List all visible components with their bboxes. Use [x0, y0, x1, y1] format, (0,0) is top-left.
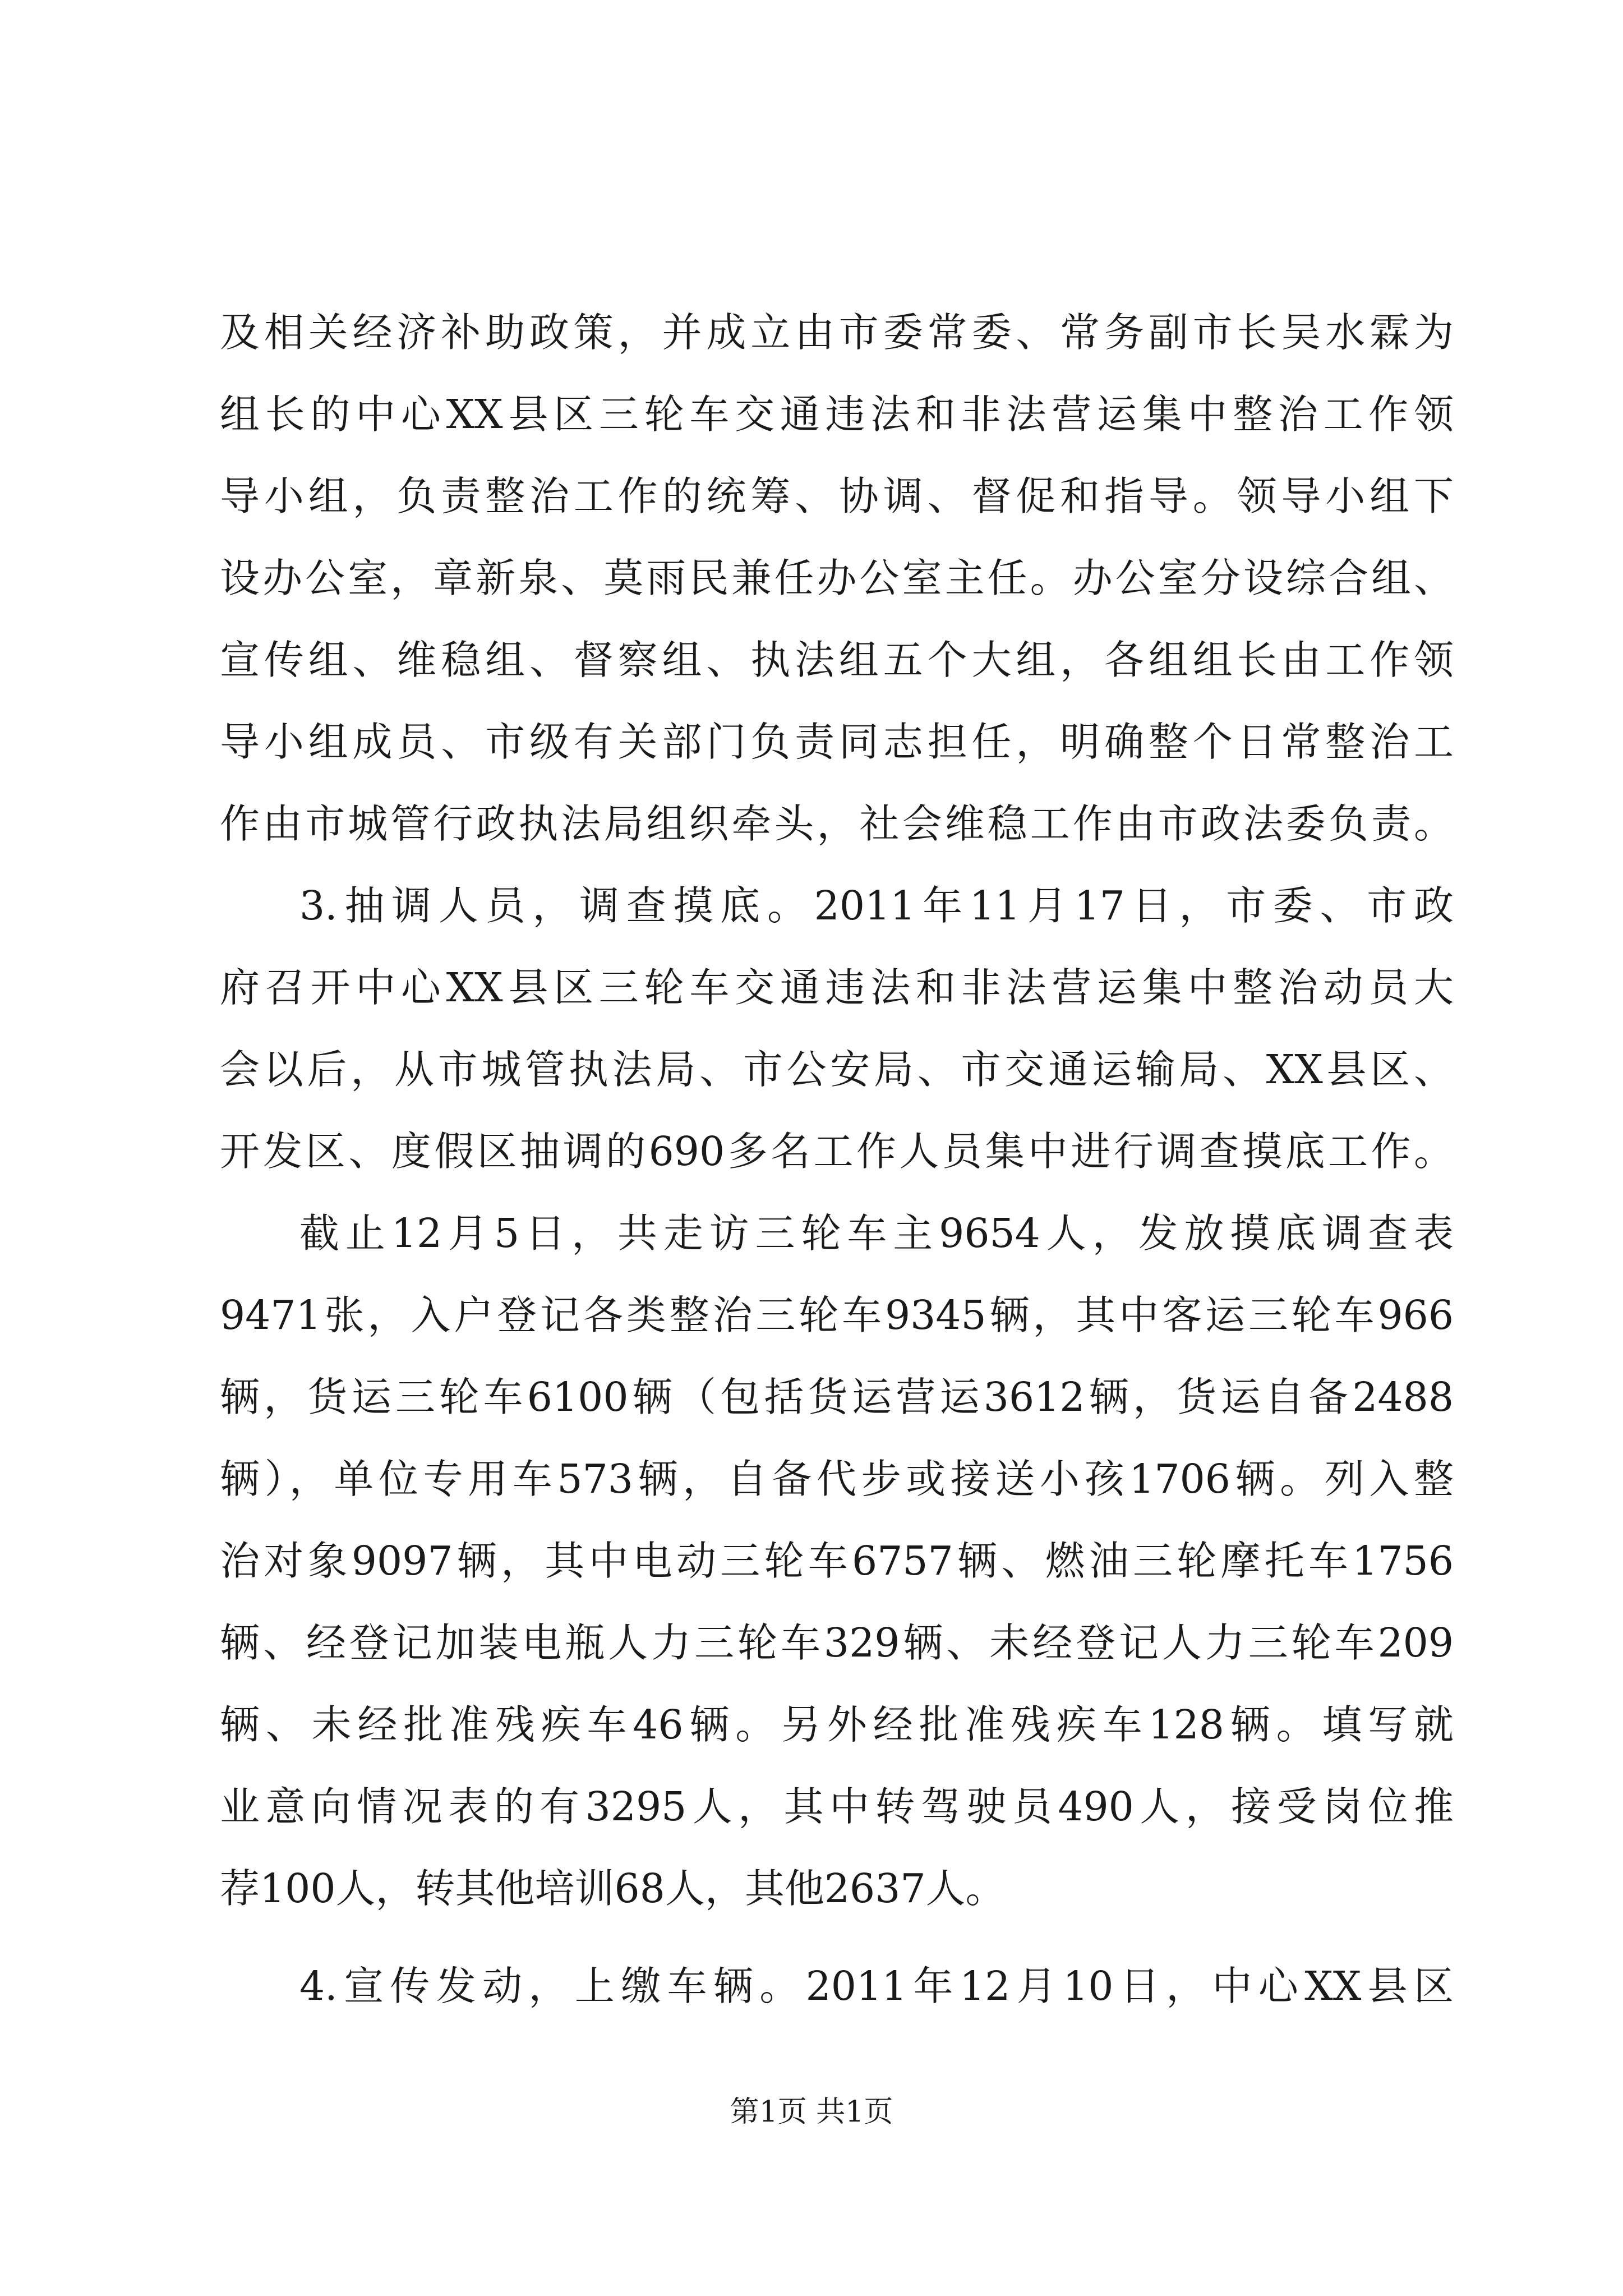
- text-line: 3.抽调人员，调查摸底。2011年11月17日，市委、市政: [299, 882, 1454, 929]
- paragraph-4: [220, 1945, 1454, 2027]
- text-line: 宣传组、维稳组、督察组、执法组五个大组，各组组长由工作领: [220, 637, 1454, 683]
- page-footer: [0, 2092, 1623, 2132]
- text-line: 及相关经济补助政策，并成立由市委常委、常务副市长吴水霖为: [220, 309, 1454, 356]
- text-line: 作由市城管行政执法局组织牵头，社会维稳工作由市政法委负责。: [220, 800, 1454, 847]
- paragraph-1: [220, 292, 1454, 865]
- document-body: [220, 292, 1454, 2027]
- text-line: 开发区、度假区抽调的690多名工作人员集中进行调查摸底工作。: [220, 1128, 1454, 1175]
- text-line: 导小组，负责整治工作的统筹、协调、督促和指导。领导小组下: [220, 473, 1454, 519]
- text-line: 辆），单位专用车573辆，自备代步或接送小孩1706辆。列入整: [220, 1456, 1454, 1502]
- text-line: 9471张，入户登记各类整治三轮车9345辆，其中客运三轮车966: [220, 1292, 1454, 1338]
- paragraph-2: [220, 865, 1454, 1193]
- text-line: 截止12月5日，共走访三轮车主9654人，发放摸底调查表: [299, 1210, 1454, 1257]
- text-line: 设办公室，章新泉、莫雨民兼任办公室主任。办公室分设综合组、: [220, 555, 1454, 601]
- paragraph-gap: [220, 1930, 1454, 1945]
- text-line: 辆、经登记加装电瓶人力三轮车329辆、未经登记人力三轮车209: [220, 1619, 1454, 1666]
- text-line: 治对象9097辆，其中电动三轮车6757辆、燃油三轮摩托车1756: [220, 1538, 1454, 1584]
- text-line: 会以后，从市城管执法局、市公安局、市交通运输局、XX县区、: [220, 1046, 1454, 1093]
- text-line: 4.宣传发动，上缴车辆。2011年12月10日，中心XX县区: [299, 1963, 1454, 2009]
- text-line: 组长的中心XX县区三轮车交通违法和非法营运集中整治工作领: [220, 391, 1454, 438]
- text-line: 导小组成员、市级有关部门负责同志担任，明确整个日常整治工: [220, 719, 1454, 765]
- text-line: 荐100人，转其他培训68人，其他2637人。: [220, 1865, 1006, 1912]
- text-line: 辆，货运三轮车6100辆（包括货运营运3612辆，货运自备2488: [220, 1374, 1454, 1420]
- page-number-label: 第1页 共1页: [730, 2095, 893, 2129]
- text-line: 业意向情况表的有3295人，其中转驾驶员490人，接受岗位推: [220, 1783, 1454, 1830]
- text-line: 府召开中心XX县区三轮车交通违法和非法营运集中整治动员大: [220, 964, 1454, 1011]
- text-line: 辆、未经批准残疾车46辆。另外经批准残疾车128辆。填写就: [220, 1701, 1454, 1748]
- paragraph-3: [220, 1193, 1454, 1930]
